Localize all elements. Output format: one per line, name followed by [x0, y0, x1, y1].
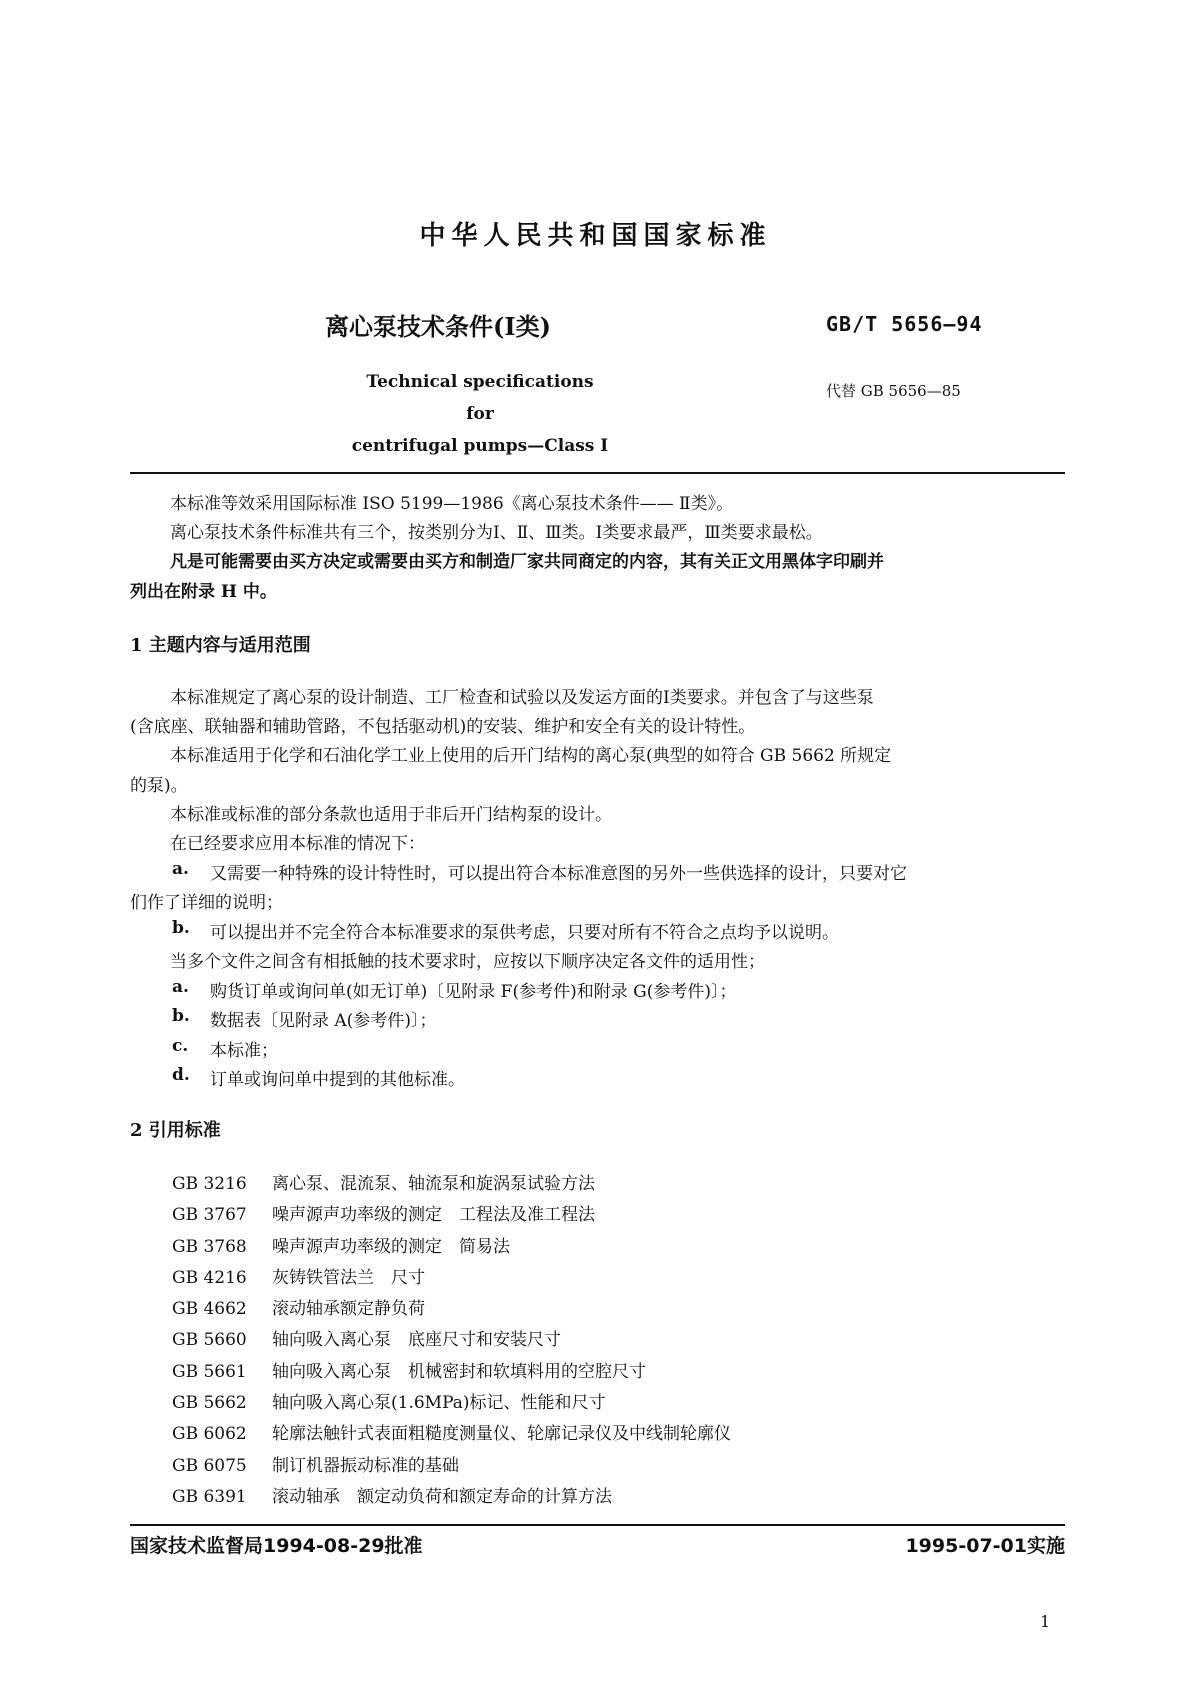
reference-item [172, 1388, 731, 1419]
order-c-text: 本标准； [210, 1041, 278, 1061]
order-d-label: d. [172, 1065, 190, 1085]
intro-paragraph-3-line1: 凡是可能需要由买方决定或需要由买方和制造厂家共同商定的内容，其有关正文用黑体字印刷并 [170, 552, 884, 572]
intro-paragraph-2: 离心泵技术条件标准共有三个，按类别分为Ⅰ、Ⅱ、Ⅲ类。Ⅰ类要求最严，Ⅲ类要求最松。 [170, 523, 823, 543]
order-c-label: c. [172, 1036, 189, 1056]
reference-code: GB 6062 [172, 1424, 247, 1445]
section-1-p1-line2: (含底座、联轴器和辅助管路，不包括驱动机)的安装、维护和安全有关的设计特性。 [130, 717, 756, 737]
replaces-note: 代替 GB 5656—85 [826, 382, 961, 400]
reference-code: GB 4216 [172, 1267, 247, 1288]
reference-code: GB 5660 [172, 1330, 247, 1351]
reference-item [172, 1325, 731, 1356]
section-1-p2-line2: 的泵)。 [130, 776, 188, 796]
reference-title: 离心泵、混流泵、轴流泵和旋涡泵试验方法 [272, 1174, 595, 1194]
order-a-text: 购货订单或询问单(如无订单)〔见附录 F(参考件)和附录 G(参考件)〕； [210, 982, 737, 1002]
reference-code: GB 6391 [172, 1486, 247, 1507]
reference-title: 轴向吸入离心泵(1.6MPa)标记、性能和尺寸 [272, 1393, 606, 1414]
bottom-divider [130, 1524, 1065, 1526]
effective-date: 1995-07-01实施 [905, 1535, 1065, 1557]
reference-code: GB 5662 [172, 1393, 247, 1414]
section-1-p2-line1: 本标准适用于化学和石油化学工业上使用的后开门结构的离心泵(典型的如符合 GB 5662 所规定 [170, 746, 892, 766]
chinese-title: 离心泵技术条件(Ⅰ类) [325, 312, 551, 341]
reference-title: 滚动轴承额定静负荷 [272, 1299, 425, 1320]
item-a-label: a. [172, 859, 189, 879]
order-b-label: b. [172, 1006, 190, 1026]
standard-number: GB/T 5656—94 [826, 312, 983, 336]
reference-item [172, 1451, 731, 1482]
english-title [350, 366, 610, 462]
order-d-text: 订单或询问单中提到的其他标准。 [210, 1070, 465, 1090]
reference-item [172, 1232, 731, 1263]
reference-item [172, 1294, 731, 1325]
section-1-p4: 在已经要求应用本标准的情况下： [170, 834, 425, 854]
reference-item [172, 1169, 731, 1200]
reference-title: 轴向吸入离心泵 机械密封和软填料用的空腔尺寸 [272, 1361, 646, 1382]
reference-code: GB 4662 [172, 1299, 247, 1320]
approval-date: 国家技术监督局1994-08-29批准 [130, 1535, 423, 1557]
reference-item [172, 1357, 731, 1388]
english-title-line1: Technical specifications for [366, 372, 594, 424]
reference-title: 滚动轴承 额定动负荷和额定寿命的计算方法 [272, 1486, 612, 1507]
reference-item [172, 1200, 731, 1231]
reference-title: 制订机器振动标准的基础 [272, 1455, 459, 1476]
reference-code: GB 3767 [172, 1205, 247, 1226]
intro-paragraph-3-line2: 列出在附录 H 中。 [130, 582, 277, 602]
item-b-label: b. [172, 918, 190, 938]
item-a-line1: 又需要一种特殊的设计特性时，可以提出符合本标准意图的另外一些供选择的设计，只要对它 [210, 864, 907, 884]
reference-item [172, 1419, 731, 1450]
section-2-heading: 2 引用标准 [130, 1120, 221, 1141]
reference-title: 噪声源声功率级的测定 工程法及准工程法 [272, 1205, 595, 1226]
section-1-heading: 1 主题内容与适用范围 [130, 635, 311, 656]
english-title-line2: centrifugal pumps—Class Ⅰ [351, 436, 609, 456]
order-a-label: a. [172, 977, 189, 997]
top-divider [130, 472, 1065, 474]
intro-paragraph-1: 本标准等效采用国际标准 ISO 5199—1986《离心泵技术条件—— Ⅱ类》。 [170, 494, 734, 514]
reference-title: 轴向吸入离心泵 底座尺寸和安装尺寸 [272, 1330, 561, 1351]
reference-title: 轮廓法触针式表面粗糙度测量仪、轮廓记录仪及中线制轮廓仪 [272, 1424, 731, 1445]
section-1-p1-line1: 本标准规定了离心泵的设计制造、工厂检查和试验以及发运方面的Ⅰ类要求。并包含了与这些泵 [170, 688, 874, 708]
reference-title: 灰铸铁管法兰 尺寸 [272, 1267, 425, 1288]
item-a-line2: 们作了详细的说明； [130, 893, 283, 913]
reference-code: GB 6075 [172, 1455, 247, 1476]
reference-code: GB 3768 [172, 1236, 247, 1257]
references-list [172, 1169, 731, 1513]
section-1-p5: 当多个文件之间含有相抵触的技术要求时，应按以下顺序决定各文件的适用性； [170, 952, 765, 972]
page-number: 1 [1040, 1612, 1051, 1631]
reference-title: 噪声源声功率级的测定 简易法 [272, 1236, 510, 1257]
reference-code: GB 3216 [172, 1174, 247, 1194]
reference-item [172, 1263, 731, 1294]
order-b-text: 数据表〔见附录 A(参考件)〕； [210, 1011, 437, 1031]
reference-item [172, 1482, 731, 1513]
national-standard-header: 中华人民共和国国家标准 [419, 221, 772, 251]
section-1-p3: 本标准或标准的部分条款也适用于非后开门结构泵的设计。 [170, 805, 612, 825]
item-b-text: 可以提出并不完全符合本标准要求的泵供考虑，只要对所有不符合之点均予以说明。 [210, 923, 839, 943]
reference-code: GB 5661 [172, 1361, 247, 1382]
